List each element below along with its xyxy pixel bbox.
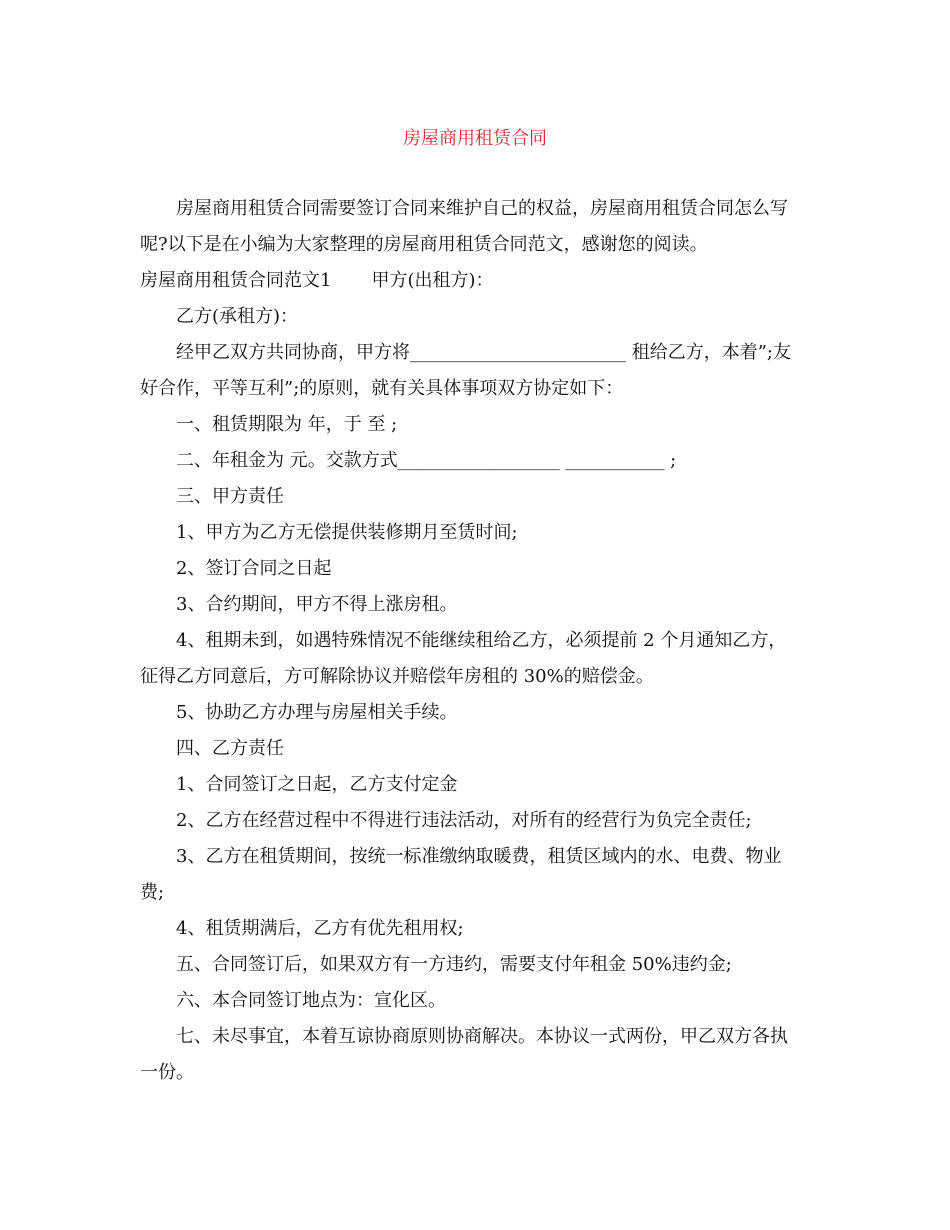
term-clause: 一、租赁期限为 年，于 至 ; bbox=[176, 414, 398, 435]
section-4-item-1: 1、合同签订之日起，乙方支付定金 bbox=[176, 774, 458, 795]
party-a-label: 甲方(出租方)： bbox=[371, 270, 494, 291]
intro-line-1: 房屋商用租赁合同需要签订合同来维护自己的权益，房屋商用租赁合同怎么写 bbox=[176, 198, 788, 219]
sample-heading bbox=[140, 270, 494, 292]
section-3-item-2: 2、签订合同之日起 bbox=[176, 558, 332, 579]
section-3-item-3: 3、合约期间，甲方不得上涨房租。 bbox=[176, 594, 458, 615]
section-3-item-1: 1、甲方为乙方无偿提供装修期月至赁时间; bbox=[176, 522, 518, 543]
section-3-heading: 三、甲方责任 bbox=[176, 486, 284, 507]
negotiation-line-1: 经甲乙双方共同协商，甲方将________________________ 租给乙方，本着”;友 bbox=[176, 342, 791, 363]
section-4-heading: 四、乙方责任 bbox=[176, 738, 284, 759]
negotiation-line-2: 好合作，平等互利”;的原则，就有关具体事项双方协定如下： bbox=[140, 378, 624, 399]
section-4-item-3-line-2: 费; bbox=[140, 882, 165, 903]
section-5-clause: 五、合同签订后，如果双方有一方违约，需要支付年租金 50%违约金; bbox=[176, 954, 732, 975]
section-4-item-3-line-1: 3、乙方在租赁期间，按统一标准缴纳取暖费，租赁区域内的水、电费、物业 bbox=[176, 846, 782, 867]
section-4-item-2: 2、乙方在经营过程中不得进行违法活动，对所有的经营行为负完全责任; bbox=[176, 810, 752, 831]
intro-line-2: 呢?以下是在小编为大家整理的房屋商用租赁合同范文，感谢您的阅读。 bbox=[140, 234, 708, 255]
section-3-item-5: 5、协助乙方办理与房屋相关手续。 bbox=[176, 702, 458, 723]
section-7-line-2: 一份。 bbox=[140, 1062, 194, 1083]
section-7-line-1: 七、未尽事宜，本着互谅协商原则协商解决。本协议一式两份，甲乙双方各执 bbox=[176, 1026, 788, 1047]
document-title: 房屋商用租赁合同 bbox=[403, 128, 547, 149]
section-3-item-4-line-1: 4、租期未到，如遇特殊情况不能继续租给乙方，必须提前 2 个月通知乙方， bbox=[176, 630, 787, 651]
section-6-clause: 六、本合同签订地点为：宣化区。 bbox=[176, 990, 446, 1011]
section-4-item-4: 4、租赁期满后，乙方有优先租用权; bbox=[176, 918, 464, 939]
rent-clause: 二、年租金为 元。交款方式__________________ ___________ ; bbox=[176, 450, 677, 471]
party-b-label: 乙方(承租方)： bbox=[176, 306, 299, 327]
section-3-item-4-line-2: 征得乙方同意后，方可解除协议并赔偿年房租的 30%的赔偿金。 bbox=[140, 666, 654, 687]
sample-title: 房屋商用租赁合同范文1 bbox=[140, 270, 332, 291]
